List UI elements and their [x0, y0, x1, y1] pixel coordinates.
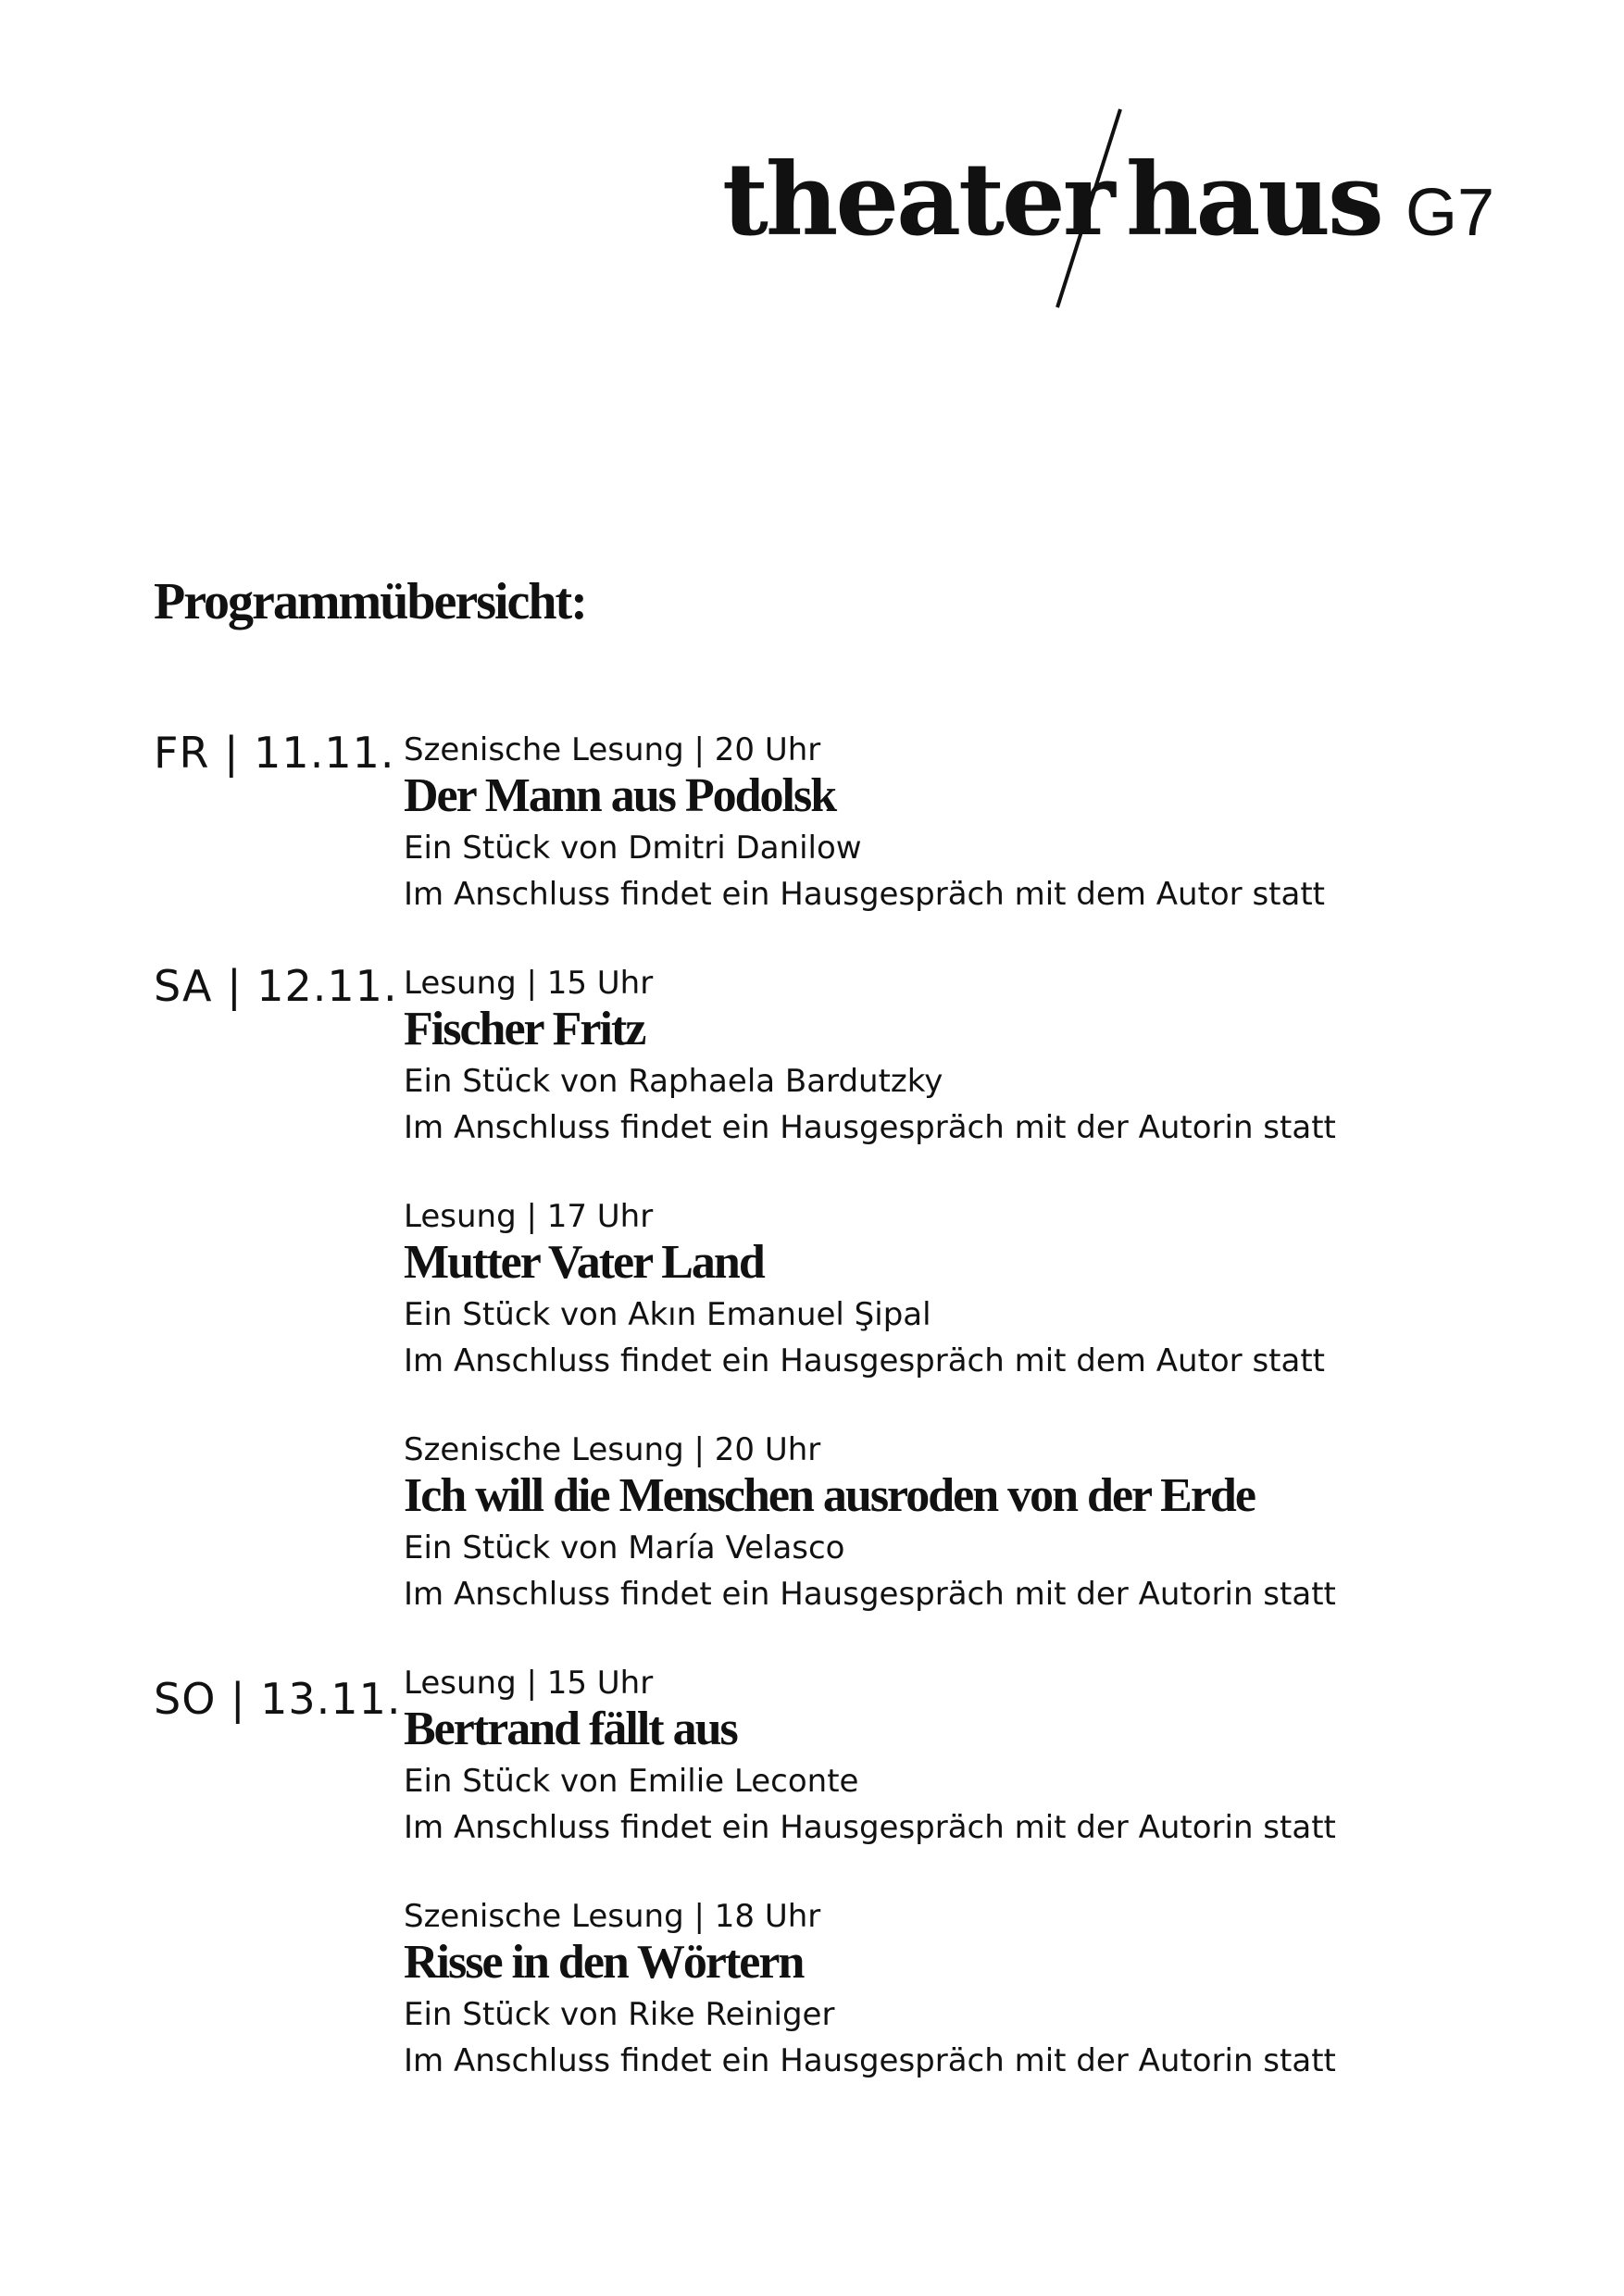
- logo-suffix-g7: G7: [1405, 176, 1495, 250]
- event-title: Der Mann aus Podolsk: [404, 769, 836, 822]
- event-meta: Lesung | 17 Uhr: [404, 1198, 654, 1235]
- event-author: Ein Stück von Rike Reiniger: [404, 1996, 835, 2033]
- logo-word-theater: theater: [722, 142, 1113, 258]
- event-author: Ein Stück von María Velasco: [404, 1529, 845, 1566]
- event-note: Im Anschluss findet ein Hausgespräch mit der Autorin statt: [404, 1109, 1336, 1146]
- day-label-fr: FR | 11.11.: [154, 728, 395, 778]
- event-entry: [404, 1195, 1478, 1384]
- event-entry: [404, 729, 1478, 917]
- event-meta: Szenische Lesung | 18 Uhr: [404, 1898, 821, 1935]
- logo-word-haus: haus: [1126, 142, 1381, 258]
- event-meta: Lesung | 15 Uhr: [404, 1665, 654, 1702]
- event-author: Ein Stück von Dmitri Danilow: [404, 830, 862, 867]
- event-meta: Szenische Lesung | 20 Uhr: [404, 1431, 821, 1468]
- event-title: Ich will die Menschen ausroden von der Erde: [404, 1469, 1255, 1522]
- event-entry: [404, 1895, 1478, 2084]
- event-meta: Szenische Lesung | 20 Uhr: [404, 731, 821, 768]
- event-meta: Lesung | 15 Uhr: [404, 965, 654, 1002]
- event-note: Im Anschluss findet ein Hausgespräch mit der Autorin statt: [404, 1809, 1336, 1846]
- event-author: Ein Stück von Akın Emanuel Şipal: [404, 1296, 931, 1333]
- day-label-so: SO | 13.11.: [154, 1674, 402, 1724]
- event-note: Im Anschluss findet ein Hausgespräch mit der Autorin statt: [404, 1576, 1336, 1613]
- event-title: Mutter Vater Land: [404, 1236, 764, 1289]
- event-note: Im Anschluss findet ein Hausgespräch mit dem Autor statt: [404, 876, 1325, 913]
- day-label-sa: SA | 12.11.: [154, 961, 398, 1011]
- event-entry: [404, 1662, 1478, 1851]
- event-note: Im Anschluss findet ein Hausgespräch mit der Autorin statt: [404, 2042, 1336, 2079]
- event-author: Ein Stück von Emilie Leconte: [404, 1763, 859, 1800]
- event-entry: [404, 962, 1478, 1151]
- event-title: Risse in den Wörtern: [404, 1936, 804, 1989]
- event-title: Fischer Fritz: [404, 1003, 645, 1055]
- event-note: Im Anschluss findet ein Hausgespräch mit dem Autor statt: [404, 1342, 1325, 1379]
- event-entry: [404, 1429, 1478, 1617]
- event-title: Bertrand fällt aus: [404, 1703, 737, 1755]
- program-overview-heading: Programmübersicht:: [154, 573, 586, 630]
- event-author: Ein Stück von Raphaela Bardutzky: [404, 1063, 943, 1100]
- theaterhaus-g7-logo: [722, 102, 1495, 324]
